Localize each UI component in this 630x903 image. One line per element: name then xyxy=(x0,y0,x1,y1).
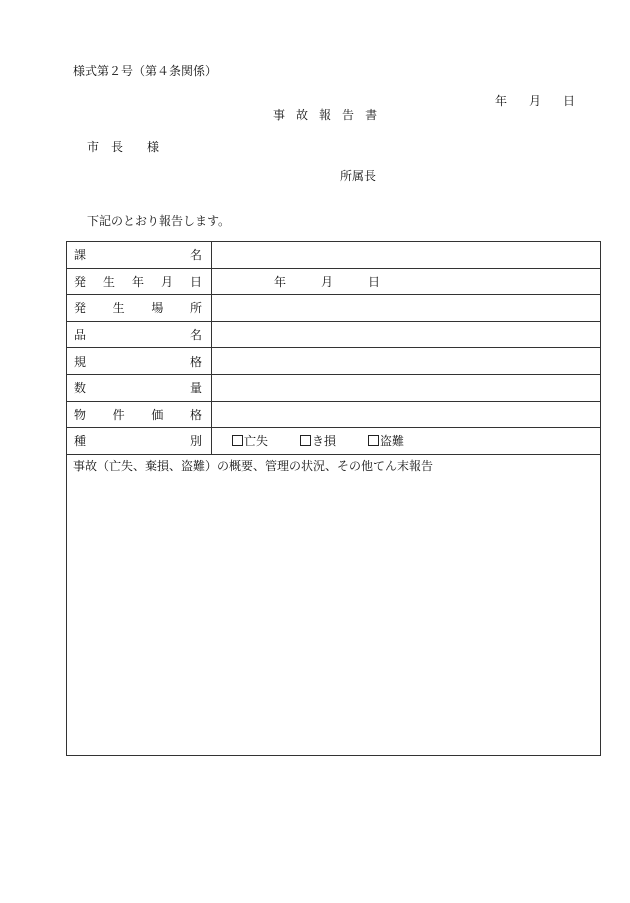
occurrence-date-value[interactable] xyxy=(212,268,601,295)
occurrence-day: 日 xyxy=(368,274,381,289)
summary-area[interactable] xyxy=(67,454,601,755)
spec-value[interactable] xyxy=(212,348,601,375)
category-option-damage[interactable]: き損 xyxy=(300,432,336,449)
row-spec: 規 格 xyxy=(67,348,601,375)
honorific: 様 xyxy=(147,140,160,154)
category-option-theft[interactable]: 盗難 xyxy=(368,432,404,449)
row-item-name: 品 名 xyxy=(67,321,601,348)
row-category: 種 別 亡失 き損 盗難 xyxy=(67,428,601,455)
report-date-day: 日 xyxy=(563,94,576,108)
addressee: 市 長 様 xyxy=(87,140,160,154)
section-value[interactable] xyxy=(212,242,601,269)
checkbox-icon[interactable] xyxy=(368,435,379,446)
row-quantity: 数 量 xyxy=(67,374,601,401)
occurrence-year: 年 xyxy=(274,274,287,289)
category-options xyxy=(212,428,601,455)
summary-label: 事故（亡失、棄損、盗難）の概要、管理の状況、その他てん末報告 xyxy=(73,458,434,473)
form-number: 様式第２号（第４条関係） xyxy=(73,64,218,78)
occurrence-place-value[interactable] xyxy=(212,295,601,322)
row-section: 課 名 xyxy=(67,242,601,269)
quantity-value[interactable] xyxy=(212,374,601,401)
row-occurrence-date: 発 生 年 月 日 年 月 日 xyxy=(67,268,601,295)
report-date-year: 年 xyxy=(495,94,508,108)
row-summary xyxy=(67,454,601,755)
category-option-loss[interactable]: 亡失 xyxy=(232,432,268,449)
document-title: 事故報告書 xyxy=(273,108,389,122)
report-table xyxy=(66,241,601,756)
checkbox-icon[interactable] xyxy=(232,435,243,446)
occurrence-month: 月 xyxy=(321,274,334,289)
checkbox-icon[interactable] xyxy=(300,435,311,446)
row-occurrence-place: 発 生 場 所 xyxy=(67,295,601,322)
item-name-value[interactable] xyxy=(212,321,601,348)
report-date-month: 月 xyxy=(529,94,542,108)
intro-text: 下記のとおり報告します。 xyxy=(87,214,231,228)
sender-label: 所属長 xyxy=(340,169,377,183)
report-date-line xyxy=(495,92,575,109)
row-property-value: 物 件 価 格 xyxy=(67,401,601,428)
property-value-value[interactable] xyxy=(212,401,601,428)
